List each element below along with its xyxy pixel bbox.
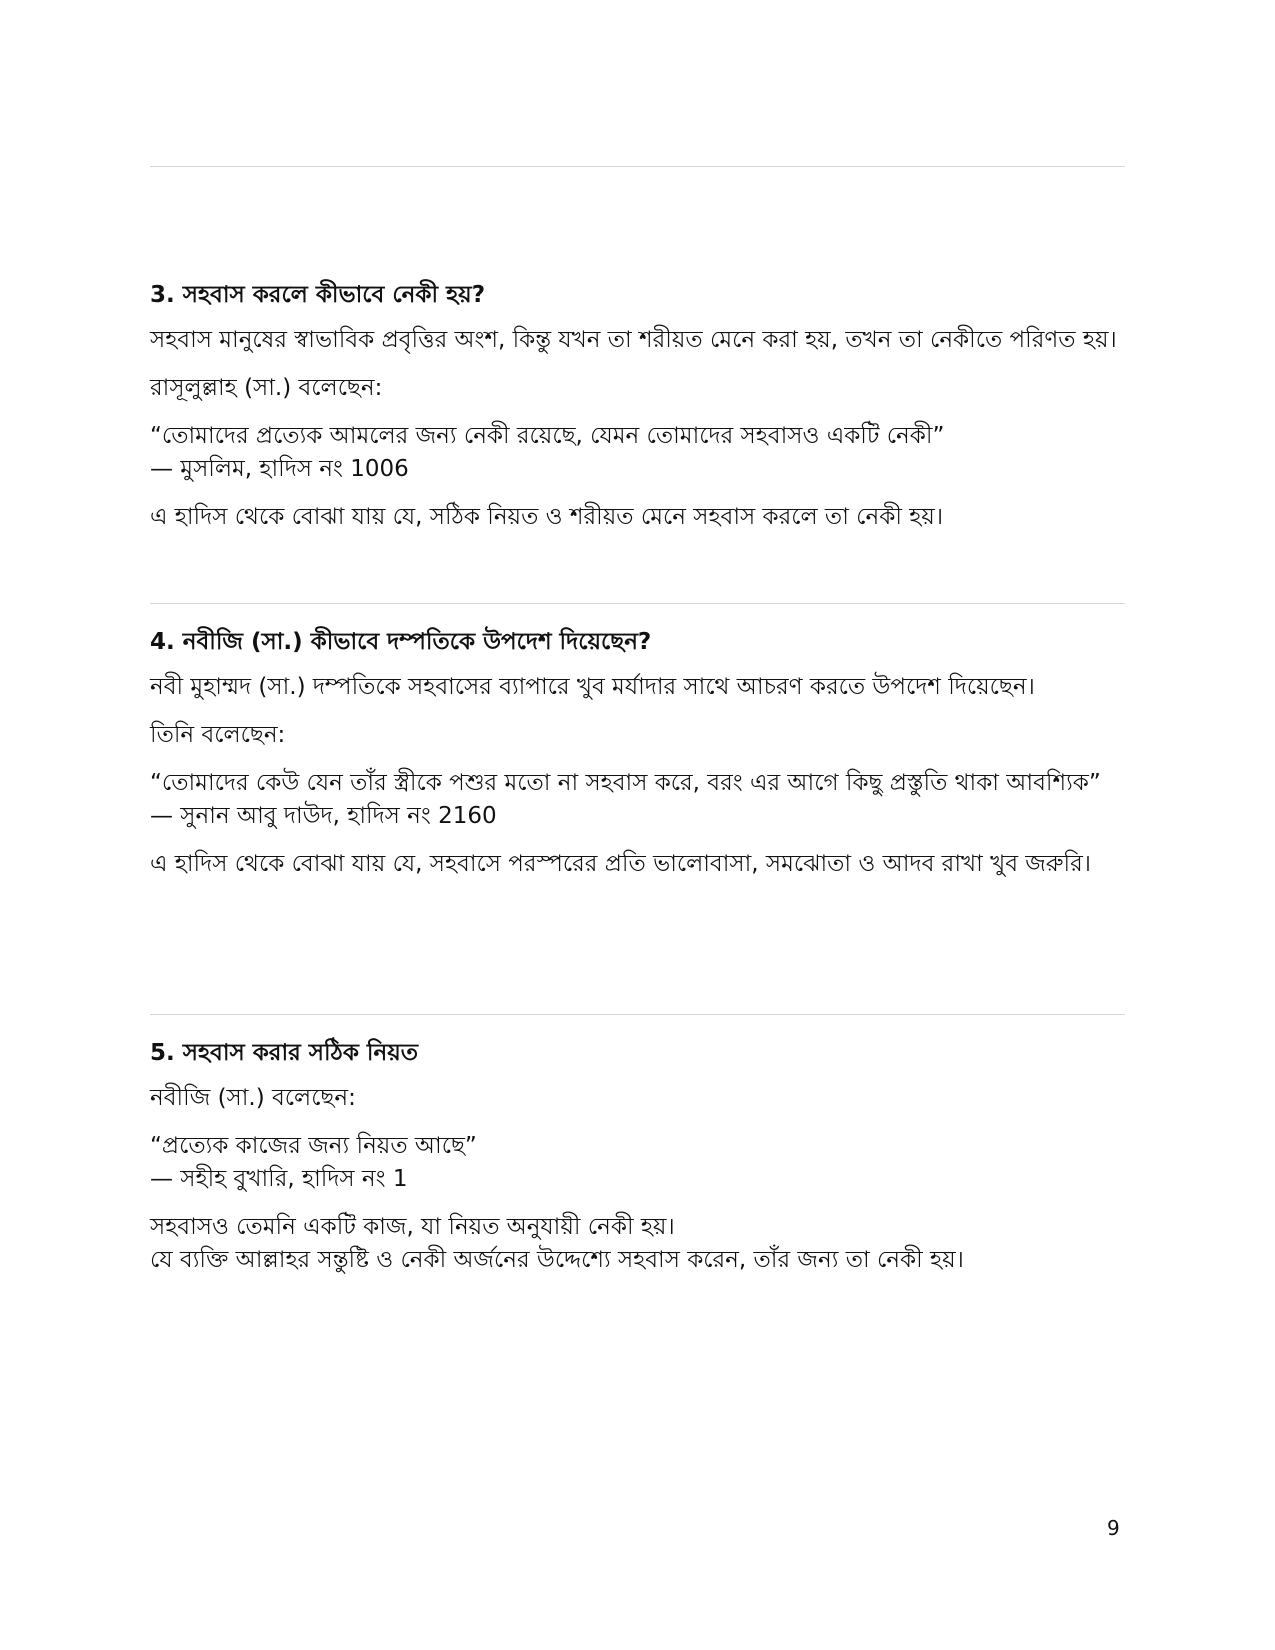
section-5-hadith	[150, 1130, 1125, 1196]
section-3-conclusion: এ হাদিস থেকে বোঝা যায় যে, সঠিক নিয়ত ও শরীয়ত মেনে সহবাস করলে তা নেকী হয়।	[150, 504, 944, 530]
section-3-lead: রাসূলুল্লাহ (সা.) বলেছেন:	[150, 375, 383, 401]
section-4-conclusion: এ হাদিস থেকে বোঝা যায় যে, সহবাসে পরস্পরের প্রতি ভালোবাসা, সমঝোতা ও আদব রাখা খুব জরুরি।	[150, 851, 1091, 877]
hadith-quote: “প্রত্যেক কাজের জন্য নিয়ত আছে”	[150, 1133, 477, 1159]
section-5-lead: নবীজি (সা.) বলেছেন:	[150, 1085, 356, 1111]
section-4	[150, 627, 1125, 896]
section-3	[150, 280, 1125, 549]
hadith-source: — সুনান আবু দাউদ, হাদিস নং 2160	[150, 803, 497, 829]
hadith-quote: “তোমাদের কেউ যেন তাঁর স্ত্রীকে পশুর মতো না সহবাস করে, বরং এর আগে কিছু প্রস্তুতি থাকা আবশ্যিক”	[150, 770, 1101, 796]
section-5	[150, 1038, 1125, 1292]
hadith-source: — মুসলিম, হাদিস নং 1006	[150, 456, 409, 482]
conclusion-line: যে ব্যক্তি আল্লাহর সন্তুষ্টি ও নেকী অর্জনের উদ্দেশ্যে সহবাস করেন, তাঁর জন্য তা নেকী হয়।	[150, 1247, 964, 1273]
hadith-source: — সহীহ বুখারি, হাদিস নং 1	[150, 1166, 408, 1192]
section-5-conclusion	[150, 1211, 1125, 1277]
page-number: 9	[1107, 1516, 1120, 1540]
section-3-hadith	[150, 420, 1125, 486]
section-4-intro: নবী মুহাম্মদ (সা.) দম্পতিকে সহবাসের ব্যাপারে খুব মর্যাদার সাথে আচরণ করতে উপদেশ দিয়েছেন।	[150, 674, 1035, 700]
section-4-lead: তিনি বলেছেন:	[150, 722, 286, 748]
document-page	[150, 0, 1125, 1650]
top-divider	[150, 166, 1125, 167]
section-divider	[150, 603, 1125, 604]
section-3-heading: 3. সহবাস করলে কীভাবে নেকী হয়?	[150, 282, 486, 308]
section-5-heading: 5. সহবাস করার সঠিক নিয়ত	[150, 1040, 419, 1066]
section-4-heading: 4. নবীজি (সা.) কীভাবে দম্পতিকে উপদেশ দিয়েছেন?	[150, 629, 652, 655]
section-3-intro: সহবাস মানুষের স্বাভাবিক প্রবৃত্তির অংশ, কিন্তু যখন তা শরীয়ত মেনে করা হয়, তখন তা নেকীতে পরিণত হয়।	[150, 327, 1117, 353]
section-4-hadith	[150, 767, 1125, 833]
conclusion-line: সহবাসও তেমনি একটি কাজ, যা নিয়ত অনুযায়ী নেকী হয়।	[150, 1214, 675, 1240]
section-divider	[150, 1014, 1125, 1015]
hadith-quote: “তোমাদের প্রত্যেক আমলের জন্য নেকী রয়েছে, যেমন তোমাদের সহবাসও একটি নেকী”	[150, 423, 945, 449]
